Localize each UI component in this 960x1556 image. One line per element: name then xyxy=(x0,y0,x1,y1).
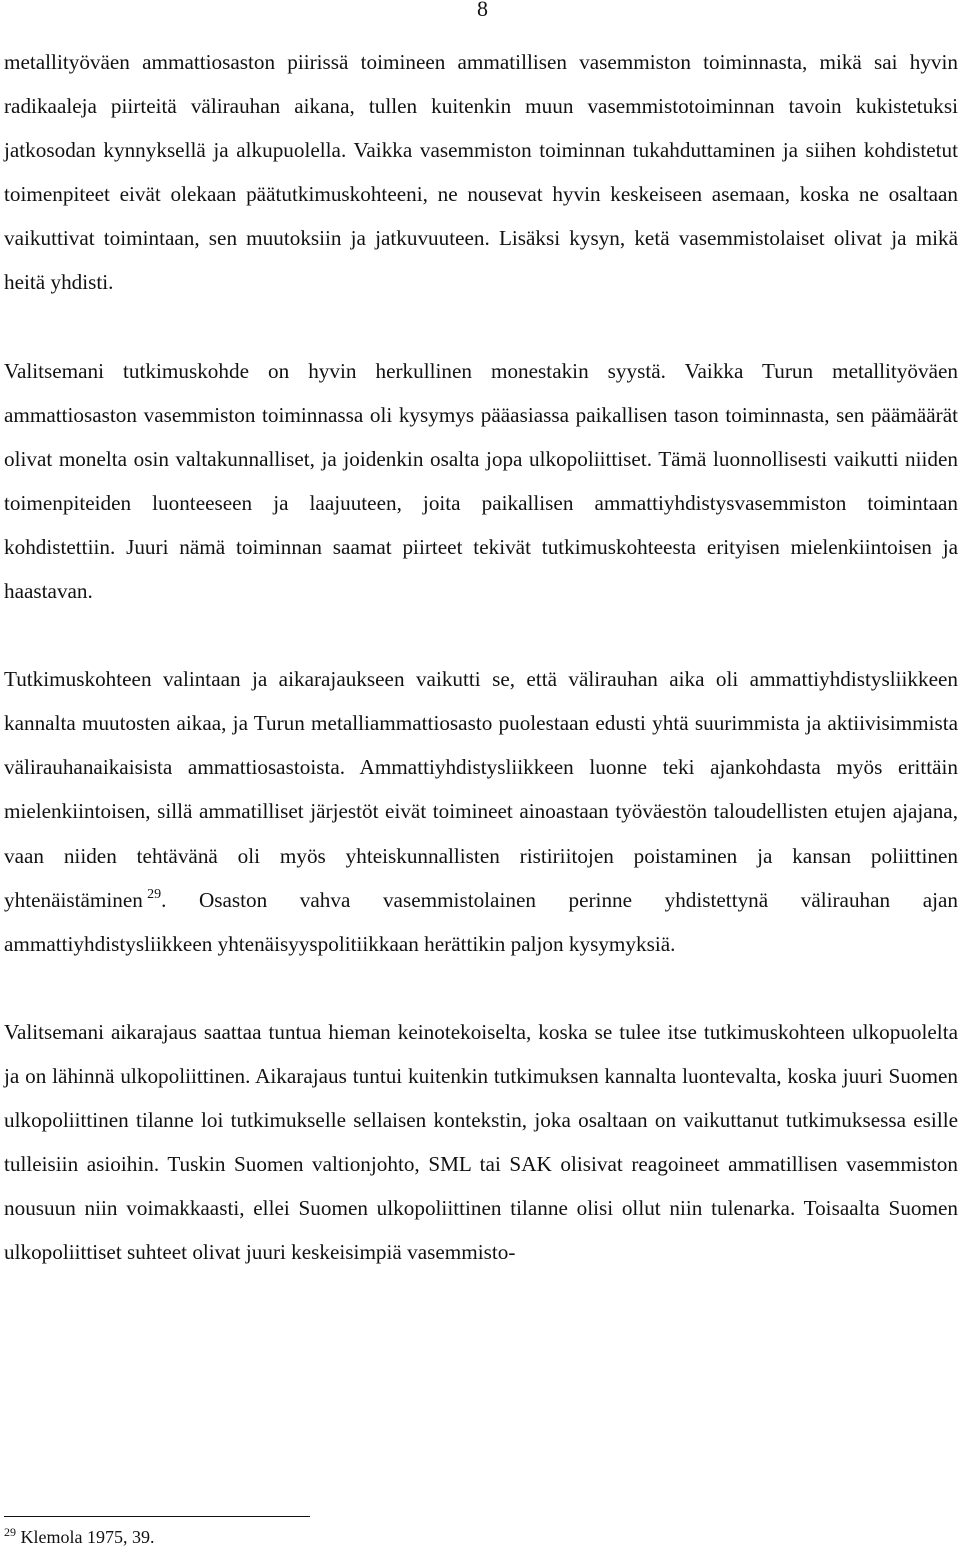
footnote xyxy=(4,1524,154,1550)
body-text xyxy=(4,40,958,1274)
footnote-text: Klemola 1975, 39. xyxy=(20,1527,155,1547)
paragraph-3-after-note: . Osaston vahva vasemmistolainen perinne yhdistettynä välirauhan ajan ammattiyhdistysliikkeen yhtenäisyyspolitiikkaan herättikin paljon kysymyksiä. xyxy=(4,887,958,956)
paragraph-3-before-note: Tutkimuskohteen valintaan ja aikarajaukseen vaikutti se, että välirauhan aika oli ammattiyhdistysliikkeen kannalta muutosten aikaa, ja Turun metalliammattiosasto puolestaan edusti yhtä suurimmista ja aktiivisimmista välirauhanaikaisista ammattiosastoista. Ammattiyhdistysliikkeen luonne teki ajankohdasta myös erittäin mielenkiintoisen, sillä ammatilliset järjestöt eivät toimineet ainoastaan työväestön taloudellisten etujen ajajana, vaan niiden tehtävänä oli myös yhteiskunnallisten ristiriitojen poistaminen ja kansan poliittinen yhtenäistäminen xyxy=(4,667,958,912)
footnote-reference[interactable]: 29 xyxy=(147,886,162,902)
paragraph-2: Valitsemani tutkimuskohde on hyvin herkullinen monestakin syystä. Vaikka Turun metallityöväen ammattiosaston vasemmiston toiminnassa oli kysymys pääasiassa paikallisen tason toiminnasta, sen päämäärät olivat monelta osin valtakunnalliset, ja joidenkin osalta jopa ulkopoliittiset. Tämä luonnollisesti vaikutti niiden toimenpiteiden luonteeseen ja laajuuteen, joita paikallisen ammattiyhdistysvasemmiston toimintaan kohdistettiin. Juuri nämä toiminnan saamat piirteet tekivät tutkimuskohteesta erityisen mielenkiintoisen ja haastavan. xyxy=(4,358,958,604)
footnote-divider xyxy=(4,1516,310,1517)
page-number: 8 xyxy=(477,0,488,21)
paragraph-1: metallityöväen ammattiosaston piirissä toimineen ammatillisen vasemmiston toiminnasta, mikä sai hyvin radikaaleja piirteitä välirauhan aikana, tullen kuitenkin muun vasemmistotoiminnan tavoin kukistetuksi jatkosodan kynnyksellä ja alkupuolella. Vaikka vasemmiston toiminnan tukahduttaminen ja siihen kohdistetut toimenpiteet eivät olekaan päätutkimuskohteeni, ne nousevat hyvin keskeiseen asemaan, koska ne osaltaan vaikuttivat toimintaan, sen muutoksiin ja jatkuvuuteen. Lisäksi kysyn, ketä vasemmistolaiset olivat ja mikä heitä yhdisti. xyxy=(4,50,958,295)
paragraph-3 xyxy=(4,657,958,966)
footnote-number: 29 xyxy=(4,1525,16,1539)
paragraph-4: Valitsemani aikarajaus saattaa tuntua hieman keinotekoiselta, koska se tulee itse tutkimuskohteen ulkopuolelta ja on lähinnä ulkopoliittinen. Aikarajaus tuntui kuitenkin tutkimuksen kannalta luontevalta, koska juuri Suomen ulkopoliittinen tilanne loi tutkimukselle sellaisen kontekstin, joka osaltaan on vaikuttanut tutkimuksessa esille tulleisiin asioihin. Tuskin Suomen valtionjohto, SML tai SAK olisivat reagoineet ammatillisen vasemmiston nousuun niin voimakkaasti, ellei Suomen ulkopoliittinen tilanne olisi ollut niin tulenarka. Toisaalta Suomen ulkopoliittiset suhteet olivat juuri keskeisimpiä vasemmisto- xyxy=(4,1019,958,1265)
